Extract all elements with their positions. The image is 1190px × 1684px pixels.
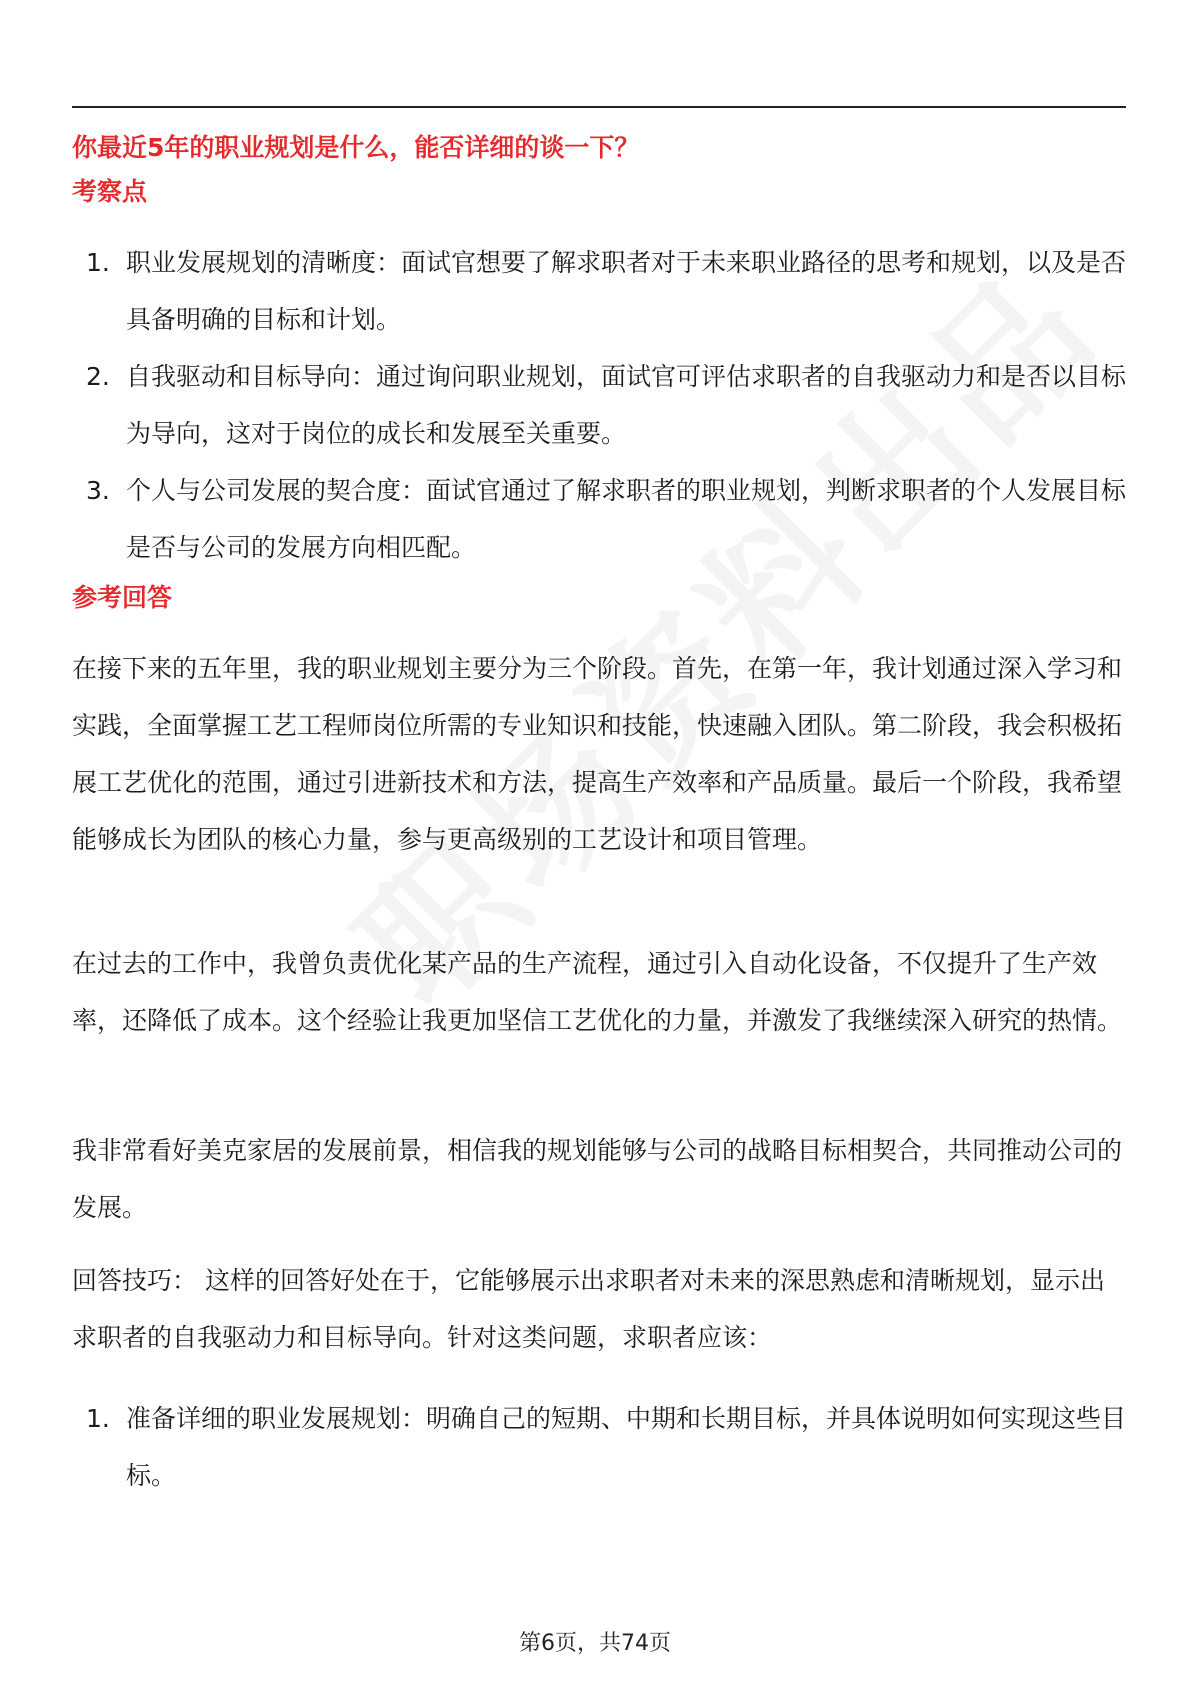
list-number: 1.	[86, 1404, 110, 1433]
list-text: 个人与公司发展的契合度：面试官通过了解求职者的职业规划，判断求职者的个人发展目标是否与公司的发展方向相匹配。	[126, 476, 1127, 562]
header-rule	[72, 106, 1126, 108]
list-item	[72, 234, 1132, 348]
question-heading: 你最近5年的职业规划是什么，能否详细的谈一下？	[72, 133, 640, 162]
assessment-points-list	[72, 234, 1132, 576]
answer-tips-intro: 回答技巧： 这样的回答好处在于，它能够展示出求职者对未来的深思熟虑和清晰规划，显示出求职者的自我驱动力和目标导向。针对这类问题，求职者应该：	[72, 1266, 1105, 1352]
page-number-footer: 第6页，共74页	[519, 1631, 671, 1656]
answer-paragraph: 在接下来的五年里，我的职业规划主要分为三个阶段。首先，在第一年，我计划通过深入学习和实践，全面掌握工艺工程师岗位所需的专业知识和技能，快速融入团队。第二阶段，我会积极拓展工艺优化的范围，通过引进新技术和方法，提高生产效率和产品质量。最后一个阶段，我希望能够成长为团队的核心力量，参与更高级别的工艺设计和项目管理。	[72, 654, 1123, 854]
list-number: 2.	[86, 362, 110, 391]
list-number: 1.	[86, 248, 110, 277]
answer-paragraph: 我非常看好美克家居的发展前景，相信我的规划能够与公司的战略目标相契合，共同推动公司的发展。	[72, 1136, 1123, 1222]
section-title-assessment: 考察点	[72, 177, 148, 206]
section-title-reference-answer: 参考回答	[72, 583, 173, 612]
tips-list	[72, 1390, 1132, 1504]
list-number: 3.	[86, 476, 110, 505]
list-item	[72, 462, 1132, 576]
list-item	[72, 1390, 1132, 1504]
answer-paragraph: 在过去的工作中，我曾负责优化某产品的生产流程，通过引入自动化设备，不仅提升了生产效率，还降低了成本。这个经验让我更加坚信工艺优化的力量，并激发了我继续深入研究的热情。	[72, 949, 1123, 1035]
list-item	[72, 348, 1132, 462]
list-text: 自我驱动和目标导向：通过询问职业规划，面试官可评估求职者的自我驱动力和是否以目标为导向，这对于岗位的成长和发展至关重要。	[126, 362, 1127, 448]
list-text: 职业发展规划的清晰度：面试官想要了解求职者对于未来职业路径的思考和规划，以及是否具备明确的目标和计划。	[126, 248, 1127, 334]
list-text: 准备详细的职业发展规划：明确自己的短期、中期和长期目标，并具体说明如何实现这些目标。	[126, 1404, 1127, 1490]
